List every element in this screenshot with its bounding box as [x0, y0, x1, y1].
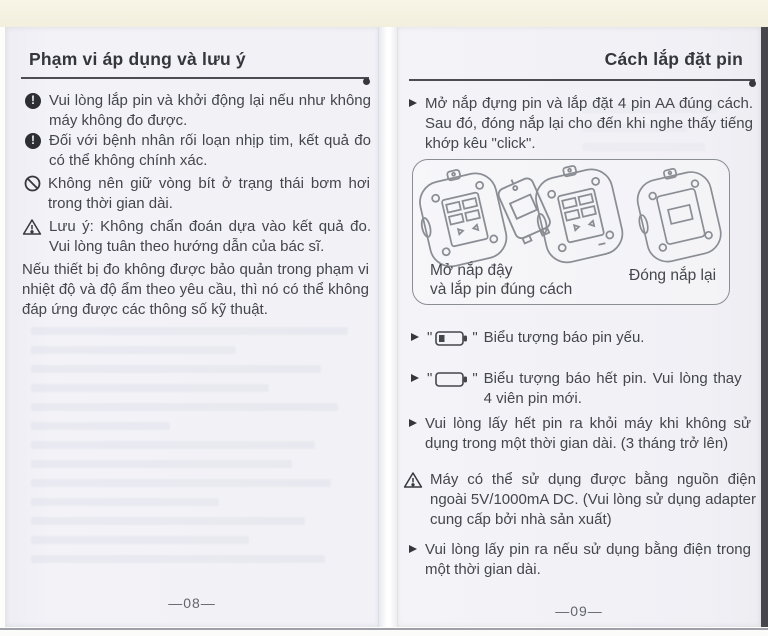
exclamation-circle-icon — [25, 93, 41, 109]
battery-installation-figure — [412, 159, 730, 305]
note-arrhythmia — [25, 131, 371, 171]
quote-mark: " — [472, 329, 478, 346]
bleedthrough-ghost-lines — [582, 105, 732, 162]
arrow-bullet-icon — [411, 333, 419, 341]
page-left — [5, 27, 379, 627]
note-text: Vui lòng lắp pin và khởi động lại nếu như không máy không đo được. — [49, 92, 371, 129]
prohibition-icon — [24, 175, 41, 197]
note-remove-batteries-long — [409, 414, 751, 454]
warning-triangle-icon — [22, 218, 42, 241]
figure-caption-close: Đóng nắp lại — [629, 267, 717, 284]
exclamation-circle-icon — [25, 133, 41, 149]
device-back-batteries-installed-icon — [523, 155, 636, 275]
page-number: —09— — [555, 603, 603, 619]
note-battery-empty — [411, 369, 742, 409]
caption-line: Mở nắp đậy — [430, 262, 513, 279]
note-text: Lưu ý: Không chẩn đoán dựa vào kết quả đo. Vui lòng tuân theo hướng dẫn của bác sĩ. — [49, 218, 371, 255]
rule-end-dot-icon — [363, 78, 370, 85]
warning-triangle-icon — [403, 471, 423, 494]
note-text: Máy có thể sử dụng được bằng nguồn điện ngoài 5V/1000mA DC. (Vui lòng sử dụng adapter cung cấp bởi nhà sản xuất) — [430, 471, 756, 528]
page-number: —08— — [168, 595, 216, 611]
arrow-bullet-icon — [411, 374, 419, 382]
page-title: Phạm vi áp dụng và lưu ý — [29, 49, 246, 69]
page-title: Cách lắp đặt pin — [604, 49, 743, 69]
battery-low-icon — [435, 330, 469, 352]
device-back-cover-closed-icon — [625, 157, 733, 274]
scanner-background-strip — [0, 0, 768, 27]
note-text: Vui lòng lấy hết pin ra khỏi máy khi không sử dụng trong một thời gian dài. (3 tháng trở lên) — [425, 415, 751, 452]
title-rule — [409, 79, 755, 81]
note-battery-low — [411, 328, 742, 352]
arrow-bullet-icon — [409, 99, 417, 107]
note-text: Biểu tượng báo hết pin. Vui lòng thay 4 viên pin mới. — [483, 370, 742, 407]
scanner-background-bottom — [0, 630, 768, 636]
note-diagnosis — [22, 217, 371, 257]
note-text: Mở nắp đựng pin và lắp đặt 4 pin AA đúng cách. Sau đó, đóng nắp lại cho đến khi nghe thấy tiếng khớp kêu "click". — [425, 95, 753, 152]
warning-external-power — [403, 470, 756, 530]
figure-caption-open — [430, 261, 572, 299]
storage-paragraph: Nếu thiết bị đo không được bảo quản trong phạm vi nhiệt độ và độ ẩm theo yêu cầu, thì nó có thể không đáp ứng được các thông số kỹ thuật. — [22, 261, 369, 318]
rule-end-dot-icon — [749, 80, 756, 87]
note-restart — [25, 91, 371, 131]
quote-mark: " — [472, 370, 478, 387]
book-spine-gutter — [378, 27, 398, 627]
note-cuff-inflation — [24, 174, 370, 214]
page-right — [397, 27, 761, 627]
battery-empty-icon — [435, 371, 469, 393]
quote-mark: " — [427, 370, 433, 387]
book-edge-shadow — [761, 27, 768, 627]
arrow-bullet-icon — [409, 419, 417, 427]
title-rule — [21, 77, 369, 79]
note-text: Vui lòng lấy pin ra nếu sử dụng bằng điện trong một thời gian dài. — [425, 541, 751, 578]
note-text: Đối với bệnh nhân rối loạn nhịp tim, kết quả đo có thể không chính xác. — [49, 132, 371, 169]
note-text: Không nên giữ vòng bít ở trạng thái bơm hơi trong thời gian dài. — [48, 175, 370, 212]
quote-mark: " — [427, 329, 433, 346]
note-remove-batteries-mains — [409, 540, 751, 580]
caption-line: và lắp pin đúng cách — [430, 281, 573, 298]
note-text: Biểu tượng báo pin yếu. — [483, 329, 645, 346]
arrow-bullet-icon — [409, 545, 417, 553]
bleedthrough-ghost-lines — [31, 327, 361, 574]
